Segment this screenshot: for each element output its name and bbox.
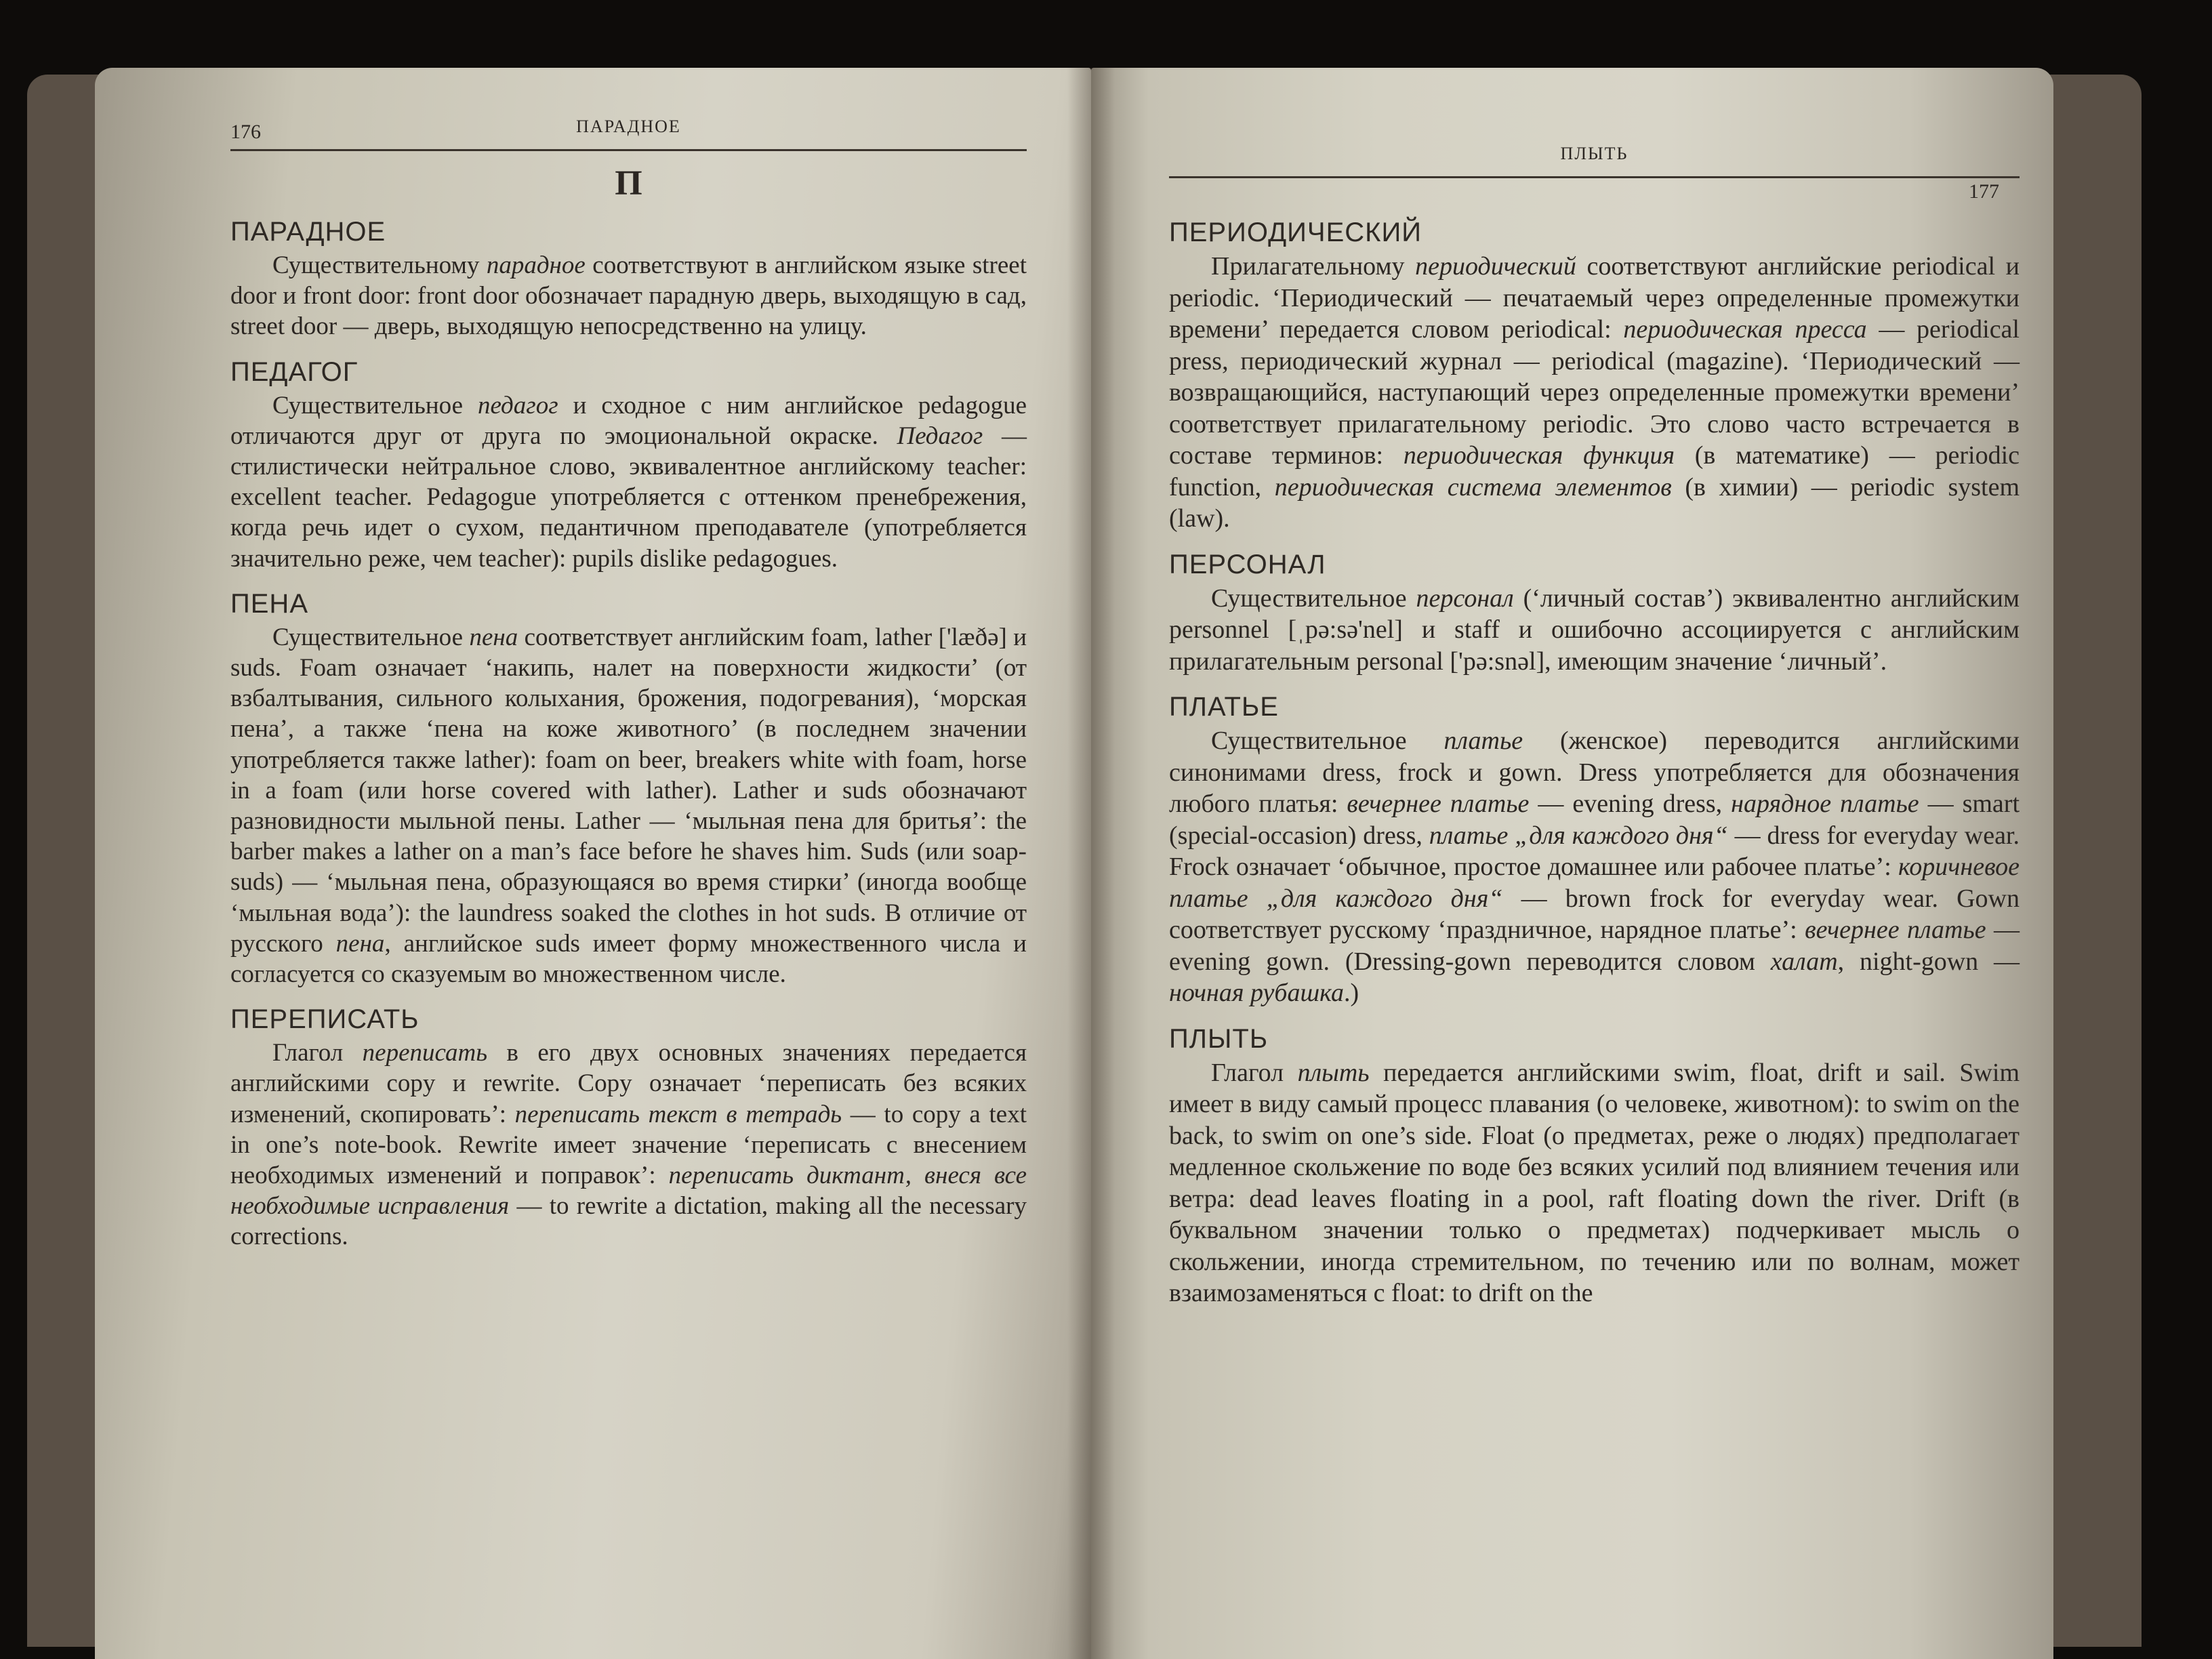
dictionary-entry	[1169, 550, 2020, 678]
entry-text: Существительное платье (женское) переводится английскими синонимами dress, frock и gown. Dress употребляется для обозначения любого платья: вечернее платье — evening dress, нарядное платье — smart (special-occasion) dress, платье „для каждого дня“ — dress for everyday wear. Frock означает ‘обычное, простое домашнее или рабочее платье’: коричневое платье „для каждого дня“ — brown frock for everyday wear. Gown соответствует русскому ‘праздничное, нарядное платье’: вечернее платье — evening gown. (Dressing-gown переводится словом халат, night-gown — ночная рубашка.)	[1169, 726, 2020, 1007]
dictionary-entry	[230, 1004, 1027, 1252]
right-running-head	[1169, 129, 2020, 203]
left-page	[95, 68, 1091, 1659]
dictionary-entry	[1169, 1024, 2020, 1309]
entry-text: Прилагательному периодический соответствуют английские periodical и periodic. ‘Периодический — печатаемый через определенные промежутки времени’ передается словом periodical: периодическая пресса — periodical press, периодический журнал — periodical (magazine). ‘Периодический — возвращающийся, наступающий через определенные промежутки времени’ соответствует прилагательному periodic. Это слово часто встречается в составе терминов: периодическая функция (в математике) — periodic function, периодическая система элементов (в химии) — periodic system (law).	[1169, 252, 2020, 533]
entry-headword: ПЛАТЬЕ	[1169, 692, 1279, 722]
section-letter: П	[615, 164, 642, 203]
entry-headword: ПЕРЕПИСАТЬ	[230, 1004, 419, 1035]
entry-text: Глагол переписать в его двух основных значениях передается английскими copy и rewrite. Copy означает ‘переписать без всяких изменений, скопировать’: переписать текст в тетрадь — to copy a text in one’s note-book. Rewrite имеет значение ‘переписать с внесением необходимых изменений и поправок’: переписать диктант, внеся все необходимые исправления — to rewrite a dictation, making all the necessary corrections.	[230, 1039, 1027, 1251]
left-running-head	[230, 102, 1027, 151]
dictionary-entry	[230, 357, 1027, 574]
left-page-number: 176	[230, 121, 261, 143]
dictionary-entry	[230, 217, 1027, 342]
dictionary-entry	[1169, 218, 2020, 535]
entry-headword: ПЕРСОНАЛ	[1169, 549, 1326, 579]
entry-headword: ПЕРИОДИЧЕСКИЙ	[1169, 218, 1422, 247]
book-gutter	[1067, 68, 1115, 1659]
right-running-head-word: ПЛЫТЬ	[1560, 144, 1629, 163]
entry-text: Существительное персонал (‘личный состав’) эквивалентно английским personnel [ˌpə:sə'nel] и staff и ошибочно ассоциируется с английским прилагательным personal ['pə:snəl], имеющим значение ‘личный’.	[1169, 583, 2020, 676]
entry-text: Существительное пена соответствует английским foam, lather ['læðə] и suds. Foam означает ‘накипь, налет на поверхности жидкости’ (от взбалтывания, сильного колыхания, брожения, подогревания), ‘морская пена’, а также ‘пена на коже животного’ (в последнем значении употребляется также lather): foam on beer, breakers white with foam, horse in a foam (или horse covered with lather). Lather и suds обозначают разновидности мыльной пены. Lather — ‘мыльная пена для бритья’: the barber makes a lather on a man’s face before he shaves him. Suds (или soap-suds) — ‘мыльная пена, образующаяся во время стирки’ (иногда вообще ‘мыльная вода’): the laundress soaked the clothes in hot suds. В отличие от русского пена, английское suds имеет форму множественного числа и согласуется со сказуемым во множественном числе.	[230, 623, 1027, 989]
entry-headword: ПАРАДНОЕ	[230, 217, 386, 247]
entry-text: Существительному парадное соответствуют в английском языке street door и front door: front door обозначает парадную дверь, выходящую в сад, street door — дверь, выходящую непосредственно на улицу.	[230, 251, 1027, 341]
entry-headword: ПЕНА	[230, 588, 308, 619]
dictionary-entry	[230, 589, 1027, 989]
entry-text: Глагол плыть передается английскими swim, float, drift и sail. Swim имеет в виду самый процесс плавания (о человеке, животном): to swim on the back, to swim on one’s side. Float (о предметах, реже о людях) предполагает медленное скольжение по воде без всяких усилий под влиянием течения или ветра: dead leaves floating in a pool, raft floating down the river. Drift (в буквальном значении только о предметах) подчеркивает мысль о скольжении, иногда стремительном, по течению или по волнам, может взаимозаменяться с float: to drift on the	[1169, 1058, 2020, 1307]
right-page	[1091, 68, 2053, 1659]
entry-headword: ПЛЫТЬ	[1169, 1023, 1269, 1054]
dictionary-entry	[1169, 692, 2020, 1009]
entry-headword: ПЕДАГОГ	[230, 356, 359, 387]
right-page-number: 177	[1969, 180, 1999, 203]
left-running-head-word: ПАРАДНОЕ	[576, 117, 681, 136]
entry-text: Существительное педагог и сходное с ним английское pedagogue отличаются друг от друга по эмоциональной окраске. Педагог — стилистически нейтральное слово, эквивалентное английскому teacher: excellent teacher. Pedagogue употребляется с оттенком пренебрежения, когда речь идет о сухом, педантичном преподавателе (употребляется значительно реже, чем teacher): pupils dislike pedagogues.	[230, 391, 1027, 573]
